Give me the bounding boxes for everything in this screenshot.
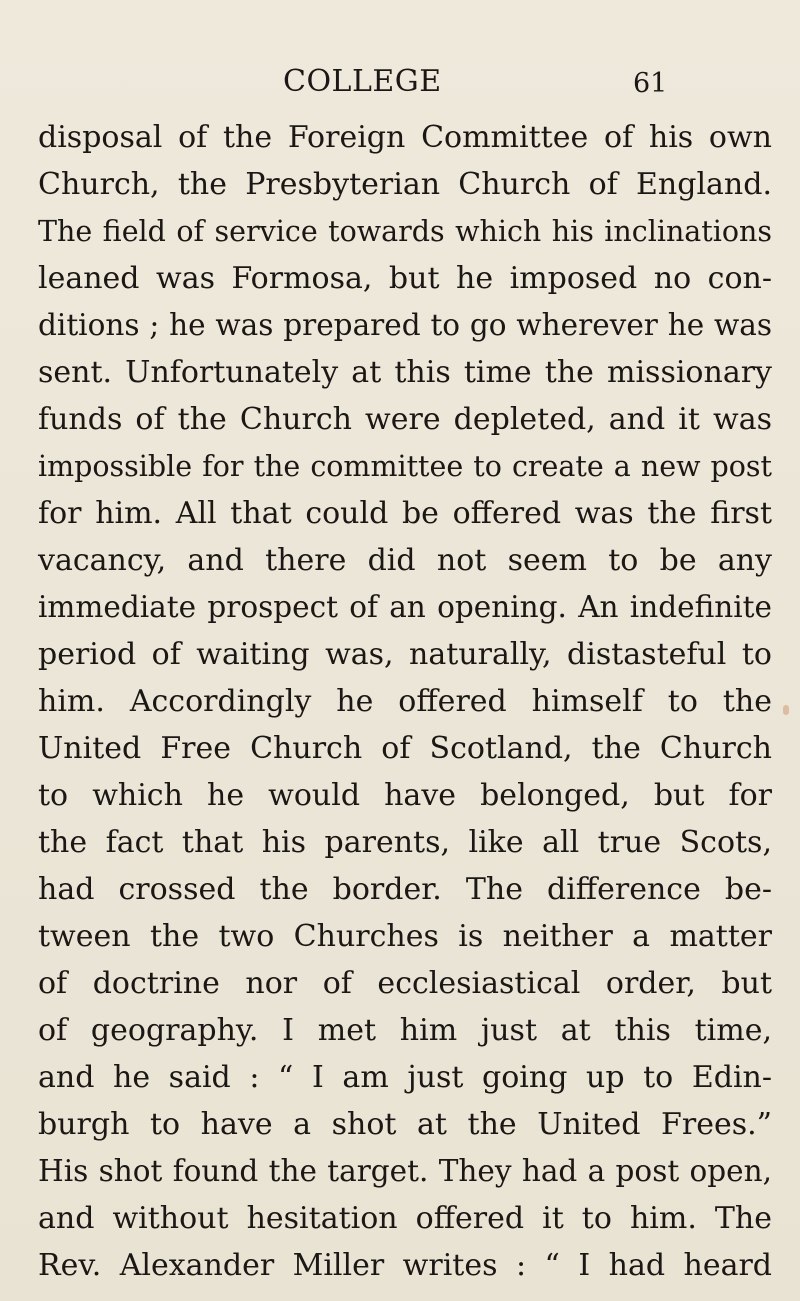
chapter-title: COLLEGE: [283, 64, 442, 99]
text-line: leaned was Formosa, but he imposed no con-: [38, 261, 772, 296]
text-line: disposal of the Foreign Committee of his own: [38, 120, 772, 155]
text-line: for him. All that could be offered was the first: [38, 496, 772, 531]
text-line: United Free Church of Scotland, the Church: [38, 731, 772, 766]
text-line: immediate prospect of an opening. An indefinite: [38, 590, 772, 624]
text-line: of geography. I met him just at this time,: [38, 1013, 772, 1048]
text-line: him. Accordingly he offered himself to the: [38, 684, 772, 719]
text-line: impossible for the committee to create a new post: [38, 450, 772, 483]
text-line: to which he would have belonged, but for: [38, 778, 772, 813]
text-line: of doctrine nor of ecclesiastical order, but: [38, 966, 772, 1001]
text-line: Church, the Presbyterian Church of England.: [38, 167, 772, 202]
text-line: sent. Unfortunately at this time the missionary: [38, 355, 772, 390]
text-line: tween the two Churches is neither a matter: [38, 919, 772, 954]
text-line: funds of the Church were depleted, and it was: [38, 402, 772, 437]
text-line: had crossed the border. The difference be-: [38, 872, 772, 907]
text-line: ditions ; he was prepared to go wherever he was: [38, 308, 772, 342]
text-line: and he said : “ I am just going up to Edin-: [38, 1060, 772, 1095]
text-line: His shot found the target. They had a post open,: [38, 1154, 772, 1188]
running-head: [0, 62, 800, 102]
page-number: 61: [633, 68, 668, 99]
text-line: and without hesitation offered it to him. The: [38, 1201, 772, 1236]
text-line: burgh to have a shot at the United Frees.”: [38, 1107, 772, 1142]
text-line: vacancy, and there did not seem to be any: [38, 543, 772, 578]
text-line: period of waiting was, naturally, distasteful to: [38, 637, 772, 672]
text-line: Rev. Alexander Miller writes : “ I had heard: [38, 1248, 772, 1283]
paper-speck: [783, 705, 789, 715]
body-text: [38, 114, 772, 1289]
text-line: The field of service towards which his inclinations: [38, 215, 772, 248]
text-line: the fact that his parents, like all true Scots,: [38, 825, 772, 860]
